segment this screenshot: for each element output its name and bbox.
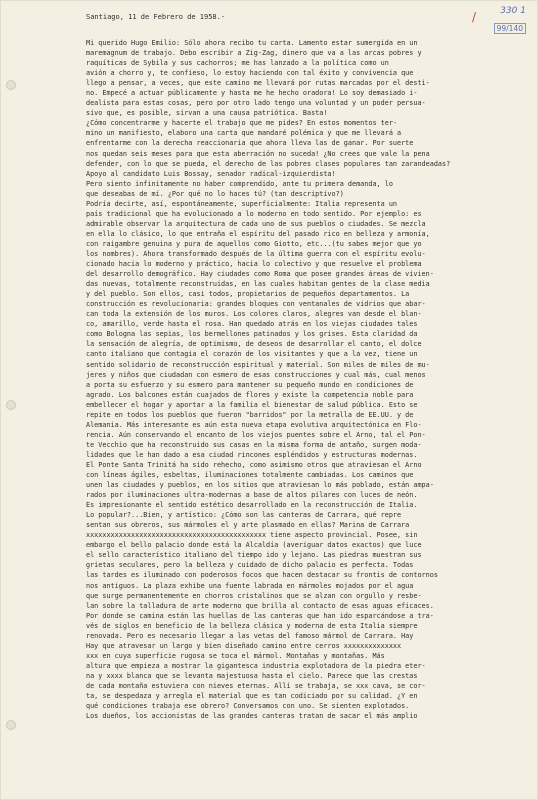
archive-reference [494,6,526,35]
letter-line: con líneas ágiles, esbeltas, iluminaciones totalmente cambiadas. Los caminos que [86,471,414,480]
letter-line: repite en todos los pueblos que fueron "barridos" por la metralla de EE.UU. y de [86,410,414,419]
letter-line: lidades que le han dado a esa ciudad rincones espléndidos y estructuras modernas. [86,450,418,459]
letter-line: embargo el bello palacio donde está la Alcaldía (averiguar datos exactos) que luce [86,541,422,550]
letter-line: sentan sus obreros, sus mármoles el y arte plasmado en ellas? Marina de Carrara [86,521,410,530]
punch-hole [6,720,16,730]
letter-line: Alemania. Más interesante es aún esta nueva etapa evolutiva arquitectónica en Flo- [86,420,422,429]
letter-line: nos quedan seis meses para que esta aberración no suceda! ¿No crees que vale la pena [86,149,430,158]
letter-line: país tradicional que ha evolucionado a lo moderno en todo sentido. Por ejemplo: es [86,209,422,218]
letter-line: qué condiciones trabaja ese obrero? Conversamos con uno. Se sienten explotados. [86,702,410,711]
archive-reference-tag: 99/140 [494,23,526,34]
letter-line: llego a pensar, a veces, que este camino me llevará por rutas marcadas por el desti- [86,79,430,88]
letter-line: xxxxxxxxxxxxxxxxxxxxxxxxxxxxxxxxxxxxxxxxxxxx tiene aspecto provincial. Posee, sin [86,531,418,540]
letter-line: mino un manifiesto, elaboro una carta que mandaré polémica y que me llevará a [86,129,402,138]
letter-line: maremagnum de trabajo. Debo escribir a Zig-Zag, dinero que va a las arcas pobres y [86,49,422,58]
letter-body [86,38,520,721]
letter-line: jeres y niños que ciudadan con esmero de esas construcciones y cual más, cual menos [86,370,426,379]
letter-line: no. Empecé a actuar públicamente y hasta me he hecho oradora! Lo soy demasiado i- [86,89,418,98]
letter-line: y del pueblo. Son ellos, casi todos, propietarios de pequeños departamentos. La [86,290,410,299]
letter-line: embellecer el hogar y aportar a la familia el bienestar de salud pública. Esto se [86,400,418,409]
letter-line: con raigambre genuina y pura de aquellos como Giotto, etc...(tu sabes mejor que yo [86,239,422,248]
letter-line: rencia. Aún conservando el encanto de los viejos puentes sobre el Arno, tal el Pon- [86,430,426,439]
letter-line: enfrentarme con la derecha reaccionaria que ahora lleva las de ganar. Por suerte [86,139,414,148]
letter-line: en ella lo clásico, lo que entraña el espíritu del pasado rico en belleza y armonía, [86,229,430,238]
letter-line: defender, con lo que se pueda, el derecho de las pobres clases populares tan zarandeadas? [86,159,451,168]
letter-line: como Bologna las sepias, los bermellones patinados y los grises. Esta claridad da [86,330,418,339]
letter-line: Hay que atravesar un largo y bien diseñado camino entre cerros xxxxxxxxxxxxxx [86,641,402,650]
letter-line: Pero siento infinitamente no haber comprendido, ante tu primera demanda, lo [86,179,393,188]
letter-line: que deseabas de mí. ¿Por qué no lo haces tú? (tan descriptivo?) [86,189,344,198]
letter-line: el sello característico italiano del tiempo ido y lejano. Las piedras muestran sus [86,551,422,560]
letter-line: construcción es revolucionaria: grandes bloques con ventanales de vidrios que abar- [86,300,426,309]
letter-line: sentido solidario de reconstrucción espiritual y material. Son miles de miles de mu- [86,360,430,369]
letter-line: dealista para estas cosas, pero por otro lado tengo una voluntad y un poder persua- [86,99,426,108]
letter-line: que surge permanentemente en chorros cristalinos que se alzan con orgullo y resbe- [86,591,422,600]
letter-line: de cada montaña estuviera con nieves eternas. Allí se trabaja, se xxx cava, se cor- [86,682,426,690]
red-check-mark: / [471,10,476,24]
letter-line: los nombres). Ahora transformado después de la última guerra con el espíritu evolu- [86,249,426,258]
letter-line: das nuevas, totalmente reconstruidas, en las cuales habitan gentes de la clase media [86,280,430,289]
letter-line: Es impresionante el sentido estético desarrollado en la reconstrucción de Italia. [86,501,418,510]
letter-line: altura que empieza a mostrar la gigantesca industria explotadora de la piedra eter- [86,661,426,670]
letter-line: avión a chorro y, te confieso, lo estoy haciendo con tal éxito y convivencia que [86,69,414,78]
letter-line: sivo que, es posible, sirvan a una causa patriótica. Basta! [86,109,328,118]
letter-line: ta, se despedaza y arregla el material que es tan codiciado por su calidad. ¿Y en [86,692,418,701]
letter-line: El Ponte Santa Trinitá ha sido rehecho, como asimismo otros que atraviesan el Arno [86,460,422,469]
letter-line: agrado. Los balcones están cuajados de flores y existe la competencia noble para [86,390,414,399]
letter-line: co, amarillo, verde hasta el rosa. Han quedado atrás en los viejas ciudades tales [86,320,418,329]
letter-line: Apoyo al candidato Luis Bossay, senador radical-izquierdista! [86,169,336,178]
letter-line: Lo popular?...Bien, y artístico: ¿Cómo son las canteras de Carrara, qué repre [86,511,402,520]
letter-line: cionado hacia lo moderno y práctico, hacia lo colectivo y que resuelve el problema [86,260,422,269]
letter-line: te Vecchio que ha reconstruido sus casas en la misma forma de antaño, surgen moda- [86,440,422,449]
punch-hole [6,80,16,90]
letter-dateline: Santiago, 11 de Febrero de 1958.- [86,13,226,21]
letter-line: renovada. Pero es necesario llegar a las vetas del famoso mármol de Carrara. Hay [86,631,414,640]
letter-line: raquíticas de Sybila y sus cachorros; me has lanzado a la política como un [86,59,389,68]
letter-line: la sensación de alegría, de optimismo, de deseos de desarrollar el canto, el dolce [86,340,422,349]
letter-line: rados por iluminaciones ultra-modernas a base de altos pilares con luces de neón. [86,491,418,500]
letter-line: las tardes es iluminado con poderosos focos que hacen destacar su frontis de contornos [86,571,438,580]
letter-line: lan sobre la talladura de arte moderno que brilla al contacto de esas aguas eficaces. [86,601,434,610]
letter-line: can toda la extensión de los muros. Los colores claros, alegres van desde el blan- [86,310,422,319]
letter-line: vés de siglos en beneficio de la belleza clásica y moderna de esta Italia siempre [86,621,418,630]
letter-line: canto italiano que contagia el corazón de los visitantes y que a la vez, tiene un [86,350,418,359]
letter-line: Mi querido Hugo Emilio: Sólo ahora recibo tu carta. Lamento estar sumergida en un [86,39,418,47]
letter-line: a porta su esfuerzo y su esmero para mantener su pequeño mundo en condiciones de [86,380,414,389]
letter-line: unen las ciudades y pueblos, en los sitios que atraviesan lo más poblado, están ampa- [86,481,434,490]
letter-line: admirable observar la arquitectura de cada uno de sus pueblos o ciudades. Se mezcla [86,219,426,228]
letter-line: Los dueños, los accionistas de las grandes canteras tratan de sacar el más amplio [86,712,418,721]
punch-holes [6,80,18,740]
punch-hole [6,400,16,410]
letter-line: grietas seculares, pero la belleza y cuidado de dicho palacio es perfecta. Todas [86,561,414,570]
letter-line: nos antiguos. La plaza exhibe una fuente labrada en mármoles mojados por el agua [86,581,414,590]
letter-line: del desarrollo demográfico. Hay ciudades como Roma que posee grandes áreas de vivien- [86,270,434,279]
letter-line: Podría decirte, así, espontáneamente, superficialmente: Italia representa un [86,199,397,208]
letter-line: Por donde se camina están las huellas de las canteras que han ido esparcándose a tra- [86,611,434,620]
letter-line: na y xxxx blanca que se levanta majestuosa hasta el cielo. Parece que las crestas [86,671,418,680]
letter-line: ¿Cómo concentrarme y hacerte el trabajo que me pides? En estos momentos ter- [86,119,397,128]
letter-line: xxx en cuya superficie rugosa se toca el mármol. Montañas y montañas. Más [86,651,385,660]
archive-reference-number: 330 1 [500,6,526,16]
